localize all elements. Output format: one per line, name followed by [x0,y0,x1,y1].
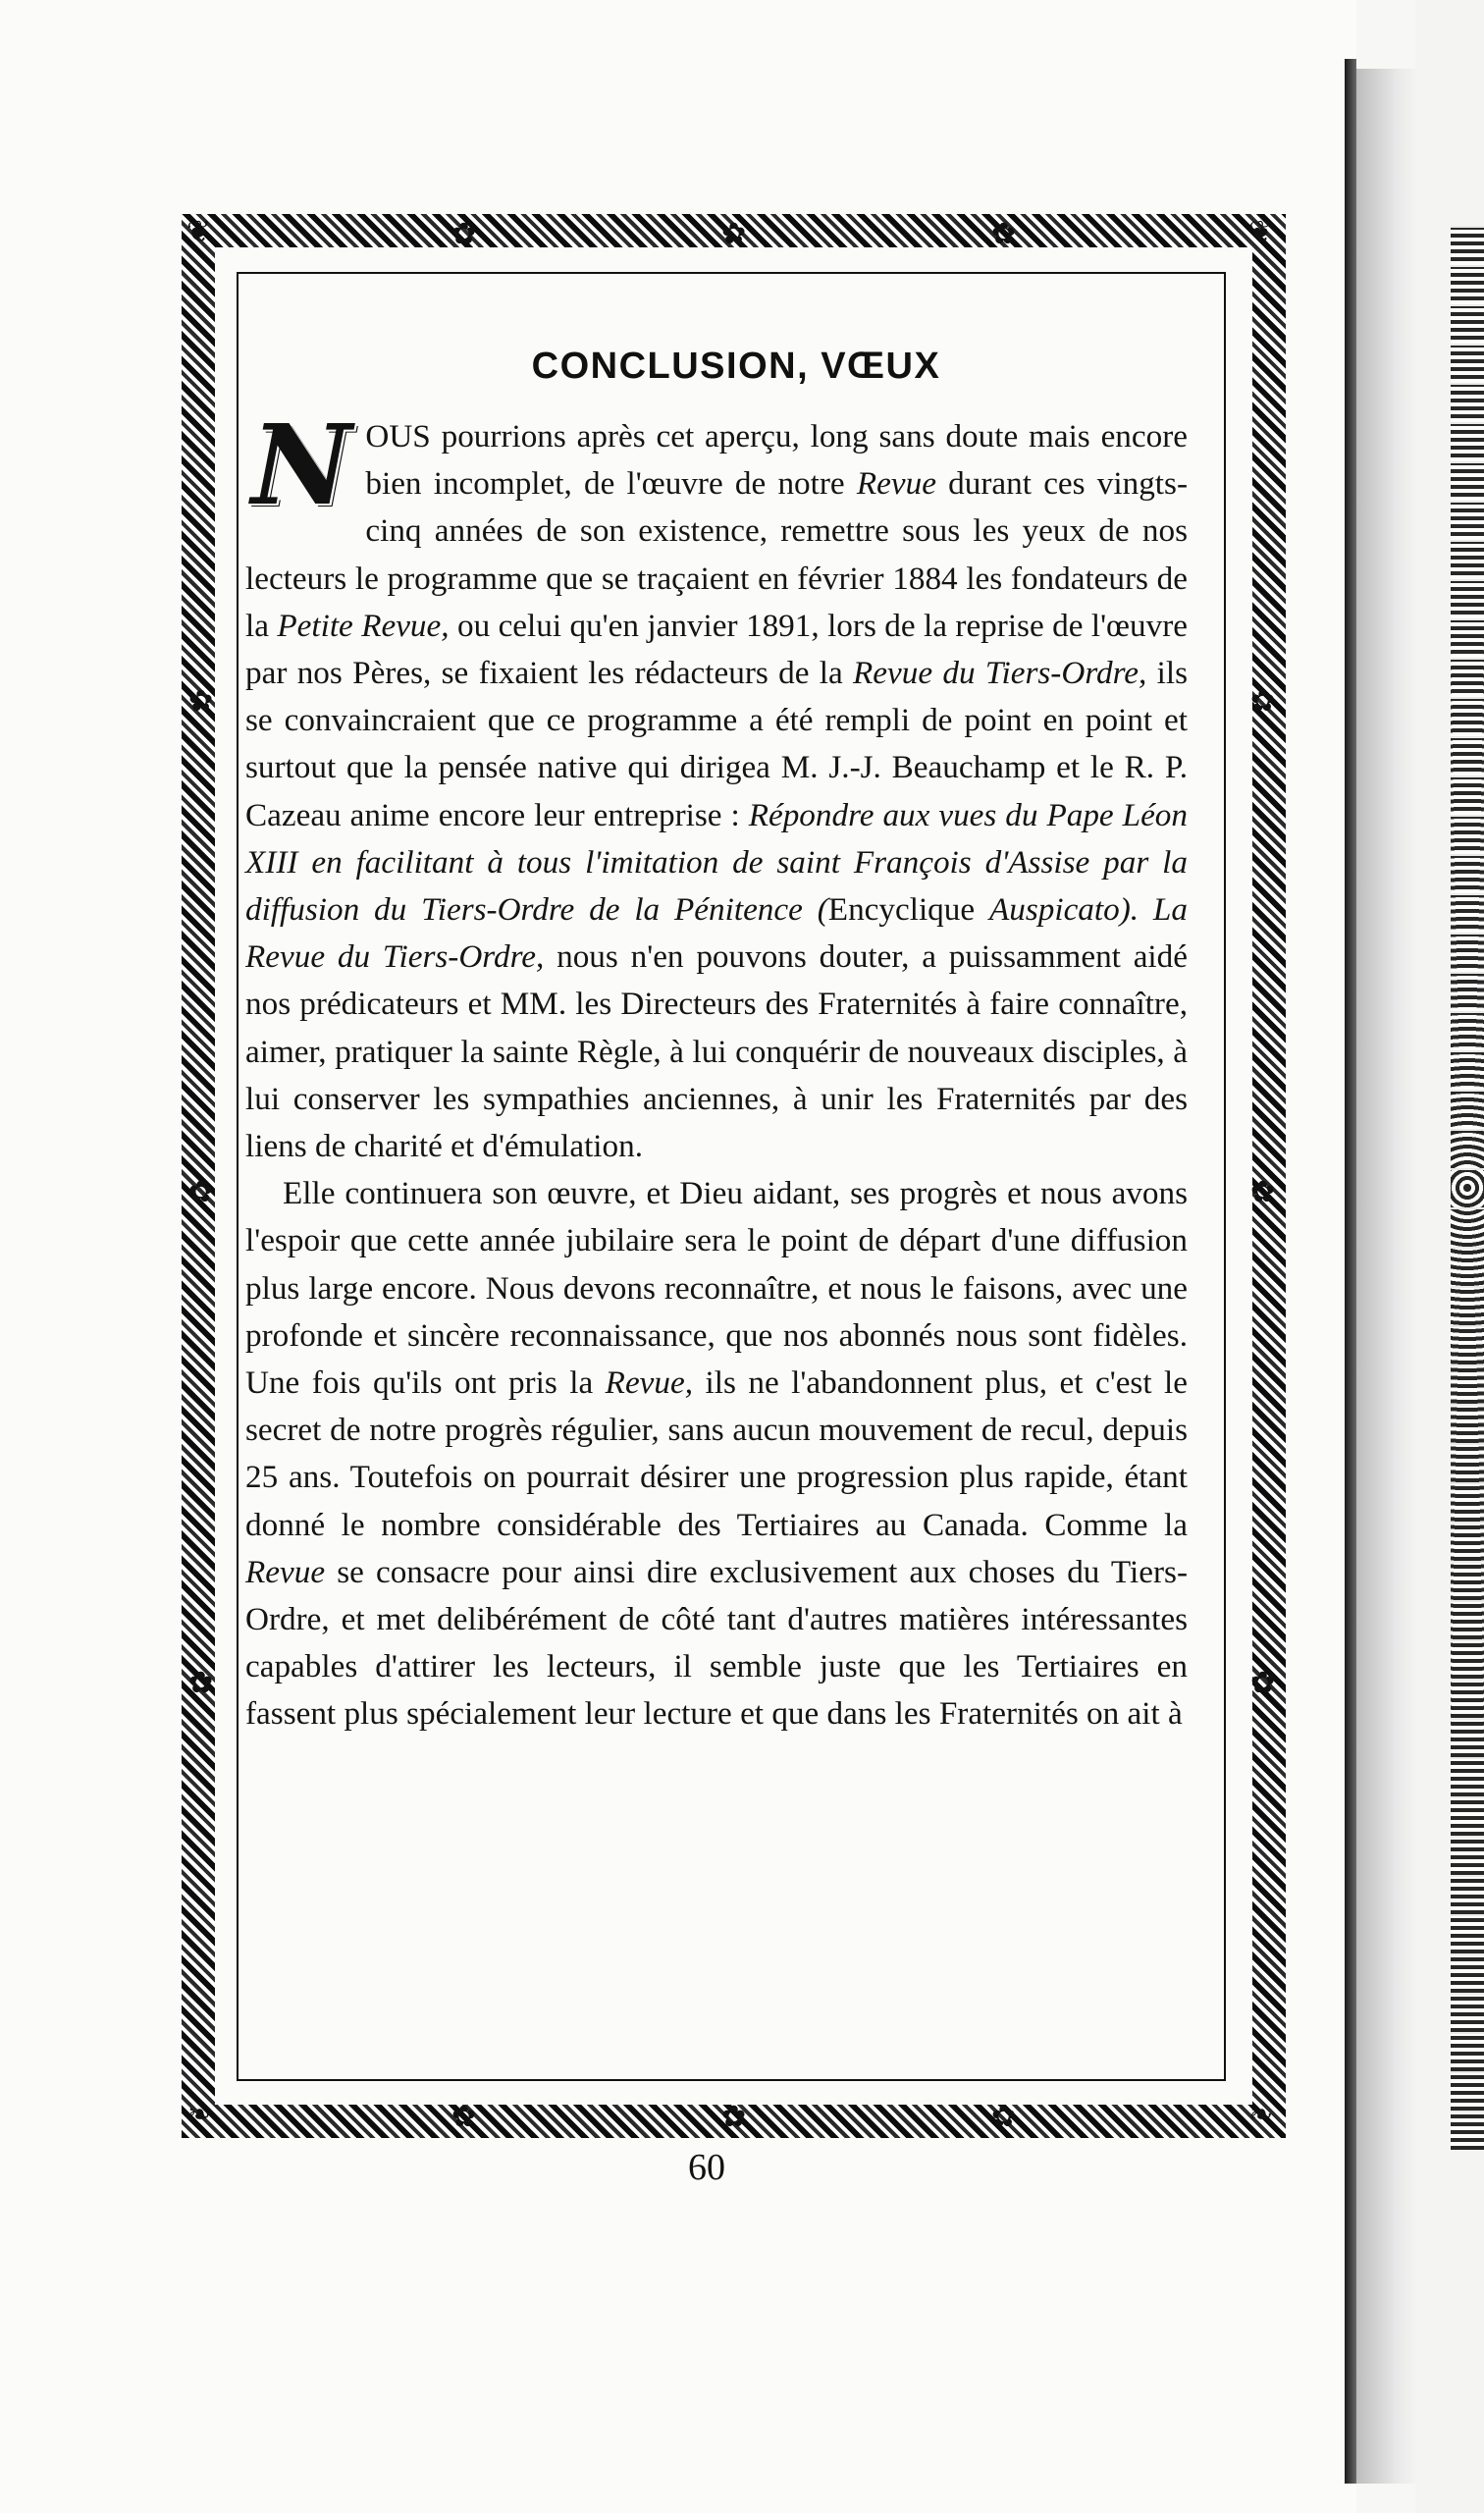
top-ornament-2: ✿ [721,217,747,251]
corner-ornament-bottom-left: ❧ [186,2098,212,2132]
right-ornament-1: ✿ [1250,684,1276,719]
paragraph-1: NOUS pourrions après cet aperçu, long sans doute mais encore bien incomplet, de l'œuvre de notre Revue durant ces vingts-cinq années de son existence, remettre sous les yeux de nos lecteurs le programme que se traçaient en février 1884 les fondateurs de la Petite Revue, ou celui qu'en janvier 1891, lors de la reprise de l'œuvre par nos Pères, se fixaient les rédacteurs de la Revue du Tiers-Ordre, ils se convaincraient que ce programme a été rempli de point en point et surtout que la pensée native qui dirigea M. J.-J. Beauchamp et le R. P. Cazeau anime encore leur entreprise : Répondre aux vues du Pape Léon XIII en facilitant à tous l'imitation de saint François d'Assise par la diffusion du Tiers-Ordre de la Pénitence (Encyclique Auspicato). La Revue du Tiers-Ordre, nous n'en pouvons douter, a puissamment aidé nos prédicateurs et MM. les Directeurs des Fraternités à faire connaître, aimer, pratiquer la sainte Règle, à lui conquérir de nouveaux disciples, à lui conserver les sympathies anciennes, à unir les Fraternités par des liens de charité et d'émulation. [245,401,1188,1165]
bottom-ornament-3: ✿ [991,2100,1017,2134]
section-title: CONCLUSION, VŒUX [531,346,941,387]
left-ornament-1: ✿ [188,684,214,719]
top-ornament-1: ✿ [451,217,477,251]
corner-ornament-top-right: ❦ [1248,215,1274,249]
top-ornament-3: ✿ [991,217,1017,251]
page-number: 60 [688,2147,725,2188]
left-ornament-2: ✿ [188,1175,214,1209]
corner-ornament-top-left: ❦ [186,215,212,249]
corner-ornament-bottom-right: ❧ [1248,2098,1274,2132]
article-body [245,346,1188,1738]
drop-cap: N [251,401,352,530]
bottom-ornament-2: ✿ [721,2100,747,2134]
book-spine-shadow [1345,59,1356,2484]
left-ornament-3: ✿ [188,1666,214,1700]
book-gutter [1356,69,1415,2484]
paragraph-2: Elle continuera son œuvre, et Dieu aidant, ses progrès et nous avons l'espoir que cette année jubilaire sera le point de départ d'une diffusion plus large encore. Nous devons reconnaître, et nous le faisons, avec une profonde et sincère reconnaissance, que nos abonnés nous sont fidèles. Une fois qu'ils ont pris la Revue, ils ne l'abandonnent plus, et c'est le secret de notre progrès régulier, sans aucun mouvement de recul, depuis 25 ans. Toutefois on pourrait désirer une progression plus rapide, étant donné le nombre considérable des Tertiaires au Canada. Comme la Revue se consacre pour ainsi dire exclusivement aux choses du Tiers-Ordre, et met delibérément de côté tant d'autres matières intéressantes capables d'attirer les lecteurs, il semble juste que les Tertiaires en fassent plus spécialement leur lecture et que dans les Fraternités on ait à [245,1175,1188,1733]
right-page-ornament-strip [1451,226,1484,2150]
right-ornament-3: ✿ [1250,1666,1276,1700]
bottom-ornament-1: ✿ [451,2100,477,2134]
right-ornament-2: ✿ [1250,1175,1276,1209]
